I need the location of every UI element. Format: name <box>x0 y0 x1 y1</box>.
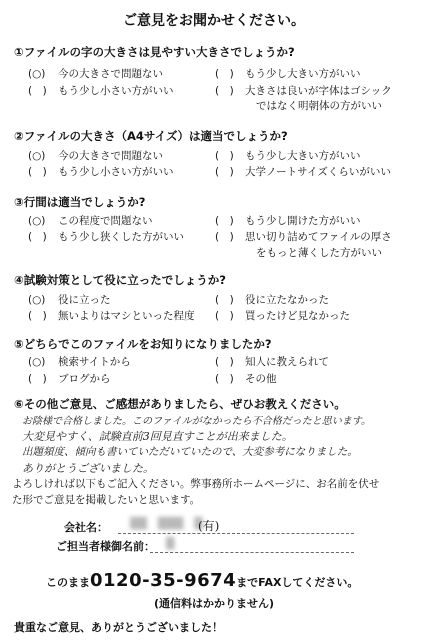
q3-option-2-label: もう少し開けた方がいい <box>245 215 361 227</box>
q2-option-2-label: もう少し大きい方がいい <box>245 150 361 162</box>
q4-option-2[interactable] <box>215 292 329 307</box>
closing-text-line-2: た形でご意見を掲載したいと思います。 <box>12 494 201 506</box>
q3-option-4-label: 思い切り詰めてファイルの厚さ <box>245 231 392 243</box>
handwritten-comment-line-1: お陰様で合格しました。このファイルがなかったら不合格だったと思います。 <box>22 416 371 427</box>
question-1: ①ファイルの字の大きさは見やすい大きさでしょうか? <box>14 45 295 59</box>
q2-option-1-label: 今の大きさで問題ない <box>58 150 163 162</box>
q3-option-3-label: もう少し狭くした方がいい <box>58 231 184 243</box>
q1-option-4-label: 大きさは良いが字体はゴシック <box>245 85 392 97</box>
q3-option-3-mark: ( ) <box>28 231 47 243</box>
company-label: 会社名： <box>64 521 108 534</box>
closing-text-line-1: よろしければ以下もご記入ください。弊事務所ホームページに、お名前を伏せ <box>12 478 380 490</box>
person-label: ご担当者様御名前： <box>56 540 155 553</box>
question-5: ⑤どちらでこのファイルをお知りになりましたか? <box>14 337 272 351</box>
q1-option-1[interactable] <box>28 66 163 81</box>
q5-option-1-mark: (○) <box>28 356 46 368</box>
q1-option-1-label: 今の大きさで問題ない <box>58 68 163 80</box>
q1-option-2-label: もう少し大きい方がいい <box>245 68 361 80</box>
handwritten-comment-line-4: ありがとうございました。 <box>22 462 154 475</box>
fax-suffix: までFAXしてください。 <box>236 576 359 589</box>
q2-option-3-mark: ( ) <box>28 166 47 178</box>
fax-prefix: このまま <box>46 576 90 589</box>
redacted-person-name: ▒ <box>166 537 175 550</box>
q5-option-2[interactable] <box>215 354 329 369</box>
q3-option-3[interactable] <box>28 229 184 244</box>
q2-option-4-label: 大学ノートサイズくらいがいい <box>245 166 391 178</box>
q3-option-4-continued: をもっと薄くした方がいい <box>256 247 382 259</box>
q4-option-4[interactable] <box>215 308 350 323</box>
company-underline <box>118 533 354 534</box>
q1-option-3[interactable] <box>28 83 174 98</box>
question-2: ②ファイルの大きさ（A4サイズ）は適当でしょうか? <box>14 129 288 143</box>
handwritten-comment-line-2: 大変見やすく、試験直前3回見直すことが出来ました。 <box>22 430 293 443</box>
q3-option-4[interactable] <box>215 229 392 244</box>
q1-option-1-mark: (○) <box>28 68 46 80</box>
question-3: ③行間は適当でしょうか? <box>14 195 146 209</box>
q5-option-2-mark: ( ) <box>215 356 234 368</box>
q4-option-1-mark: (○) <box>28 294 46 306</box>
q3-option-2[interactable] <box>215 213 361 228</box>
question-6: ⑥その他ご意見、ご感想がありましたら、ぜひお教えください。 <box>14 397 346 411</box>
q5-option-4[interactable] <box>215 371 277 386</box>
q5-option-4-mark: ( ) <box>215 373 234 385</box>
q4-option-2-mark: ( ) <box>215 294 234 306</box>
q5-option-1[interactable] <box>28 354 131 369</box>
q5-option-3[interactable] <box>28 371 111 386</box>
q1-option-2-mark: ( ) <box>215 68 234 80</box>
q2-option-3-label: もう少し小さい方がいい <box>58 166 174 178</box>
thanks-text: 貴重なご意見、ありがとうございました！ <box>14 621 223 634</box>
company-value[interactable]: (有) <box>198 519 220 533</box>
fax-note: (通信料はかかりません) <box>153 597 275 610</box>
q2-option-4-mark: ( ) <box>215 166 234 178</box>
q4-option-4-label: 買ったけど見なかった <box>245 310 350 322</box>
person-underline <box>150 552 354 553</box>
q5-option-1-label: 検索サイトから <box>58 356 131 368</box>
q4-option-3-label: 無いよりはマシといった程度 <box>58 310 195 322</box>
q1-option-3-label: もう少し小さい方がいい <box>58 85 174 97</box>
q3-option-2-mark: ( ) <box>215 215 234 227</box>
q3-option-1-label: この程度で問題ない <box>58 215 153 227</box>
q4-option-3-mark: ( ) <box>28 310 47 322</box>
redacted-company-name: ▒▒ ▒▒▒ ▒ <box>130 517 203 530</box>
q1-option-2[interactable] <box>215 66 361 81</box>
q3-option-1[interactable] <box>28 213 153 228</box>
q3-option-1-mark: (○) <box>28 215 46 227</box>
q1-option-4[interactable] <box>215 83 392 98</box>
fax-number: 0120-35-9674 <box>90 570 237 591</box>
q5-option-3-label: ブログから <box>58 373 111 385</box>
q4-option-4-mark: ( ) <box>215 310 234 322</box>
q4-option-1-label: 役に立った <box>58 294 111 306</box>
q1-option-4-continued: ではなく明朝体の方がいい <box>256 100 382 112</box>
q2-option-4[interactable] <box>215 164 391 179</box>
q5-option-4-label: その他 <box>245 373 277 385</box>
q1-option-4-mark: ( ) <box>215 85 234 97</box>
q3-option-4-mark: ( ) <box>215 231 234 243</box>
q1-option-3-mark: ( ) <box>28 85 47 97</box>
form-title: ご意見をお聞かせください。 <box>123 13 305 29</box>
q4-option-2-label: 役に立たなかった <box>245 294 329 306</box>
q2-option-2-mark: ( ) <box>215 150 234 162</box>
handwritten-comment-line-3: 出題頻度、傾向も書いていただいていたので、大変参考になりました。 <box>22 446 358 458</box>
question-4: ④試験対策として役に立ったでしょうか? <box>14 273 226 287</box>
q5-option-2-label: 知人に教えられて <box>245 356 329 368</box>
q4-option-3[interactable] <box>28 308 195 323</box>
q4-option-1[interactable] <box>28 292 111 307</box>
q2-option-1-mark: (○) <box>28 150 46 162</box>
q5-option-3-mark: ( ) <box>28 373 47 385</box>
q2-option-2[interactable] <box>215 148 361 163</box>
q2-option-1[interactable] <box>28 148 163 163</box>
fax-line <box>46 570 358 591</box>
q2-option-3[interactable] <box>28 164 174 179</box>
